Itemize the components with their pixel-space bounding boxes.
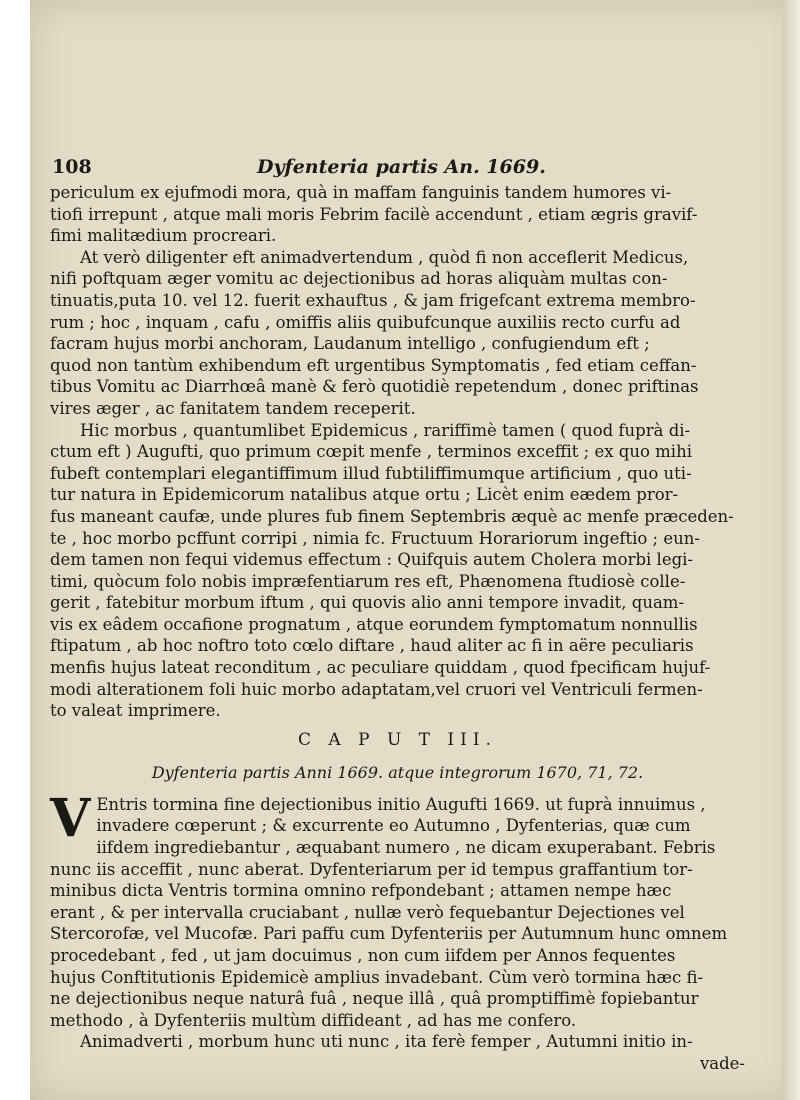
text-line: Stercorofæ, vel Mucofæ. Pari paffu cum Dyfenteriis per Autumnum hunc omnem <box>50 924 728 944</box>
book-page <box>30 0 800 1100</box>
text-line: ne dejectionibus neque naturâ fuâ , neque illâ , quâ promptiffimè fopiebantur <box>50 989 699 1009</box>
running-header <box>52 156 752 182</box>
text-line: quod non tantùm exhibendum eft urgentibus Symptomatis , fed etiam ceffan- <box>50 355 697 375</box>
page-number: 108 <box>52 156 92 178</box>
text-line: erant , & per intervalla cruciabant , nullæ verò fequebantur Dejectiones vel <box>50 902 685 922</box>
text-line: ctum eft ) Augufti, quo primum cœpit menfe , terminos exceffit ; ex quo mihi <box>50 442 692 462</box>
page-edge <box>782 0 800 1100</box>
text-line: periculum ex ejufmodi mora, quà in maffam fanguinis tandem humores vi- <box>50 183 672 202</box>
text-line: modi alterationem foli huic morbo adaptatam,vel cruori vel Ventriculi fermen- <box>50 679 703 699</box>
text-line: At verò diligenter eft animadvertendum , quòd fi non acceflerit Medicus, <box>80 247 689 267</box>
text-line: to valeat imprimere. <box>50 701 221 721</box>
text-line: facram hujus morbi anchoram, Laudanum intelligo , confugiendum eft ; <box>50 334 650 354</box>
text-line: ftipatum , ab hoc noftro toto cœlo diftare , haud aliter ac fi in aëre peculiaris <box>50 636 694 656</box>
text-line: tur natura in Epidemicorum natalibus atque ortu ; Licèt enim eædem pror- <box>50 485 679 505</box>
text-line: nunc iis acceffit , nunc aberat. Dyfenteriarum per id tempus graffantium tor- <box>50 859 693 879</box>
text-line: fus maneant caufæ, unde plures fub finem Septembris æquè ac menfe præceden- <box>50 506 734 526</box>
text-line: tibus Vomitu ac Diarrhœâ manè & ferò quotidiè repetendum , donec priftinas <box>50 377 699 397</box>
text-line: nifi poftquam æger vomitu ac dejectionibus ad horas aliquàm multas con- <box>50 269 668 289</box>
text-line: Entris tormina fine dejectionibus initio Augufti 1669. ut fuprà innuimus , <box>96 794 706 814</box>
text-line: fimi malitædium procreari. <box>50 226 277 246</box>
text-line: Hic morbus , quantumlibet Epidemicus , rariffimè tamen ( quod fuprà di- <box>80 420 691 440</box>
paragraph-4 <box>50 787 745 1075</box>
text-line: tinuatis,puta 10. vel 12. fuerit exhauftus , & jam frigefcant extrema membro- <box>50 290 696 310</box>
text-line: timi, quòcum folo nobis impræfentiarum res eft, Phænomena ftudiosè colle- <box>50 571 686 591</box>
text-line: te , hoc morbo pcffunt corripi , nimia fc. Fructuum Horariorum ingeftio ; eun- <box>50 528 700 548</box>
text-line: dem tamen non fequi videmus effectum : Quifquis autem Cholera morbi legi- <box>50 550 694 570</box>
text-line: procedebant , fed , ut jam docuimus , non cum iifdem per Annos fequentes <box>50 946 676 965</box>
text-line: rum ; hoc , inquam , cafu , omiffis aliis quibufcunque auxiliis recto curfu ad <box>50 312 681 332</box>
text-line: methodo , à Dyfenteriis multùm diffideant , ad has me confero. <box>50 1010 577 1030</box>
text-line: menfis hujus lateat reconditum , ac peculiare quiddam , quod fpecificam hujuf- <box>50 658 711 678</box>
text-line: vis ex eâdem occafione prognatum , atque eorundem fymptomatum nonnullis <box>50 614 698 634</box>
paragraph-3 <box>50 420 745 722</box>
paragraph-1 <box>50 182 745 247</box>
text-line: iifdem ingrediebantur , æquabant numero , ne dicam exuperabant. Febris <box>96 838 716 858</box>
text-line: tiofi irrepunt , atque mali moris Febrim facilè accendunt , etiam ægris gravif- <box>50 204 698 224</box>
text-line: minibus dicta Ventris tormina omnino refpondebant ; attamen nempe hæc <box>50 881 672 901</box>
text-line: fubeft contemplari elegantiffimum illud fubtiliffimumque artificium , quo uti- <box>50 463 692 483</box>
text-line: gerit , fatebitur morbum iftum , qui quovis alio anni tempore invadit, quam- <box>50 593 685 613</box>
page-body <box>50 182 745 1075</box>
text-line: Animadverti , morbum hunc uti nunc , ita ferè femper , Autumni initio in- <box>80 1032 693 1052</box>
running-title: Dyfenteria partis An. 1669. <box>257 156 546 178</box>
paragraph-2 <box>50 247 745 420</box>
chapter-title: C A P U T III. <box>298 729 497 750</box>
catchword: vade- <box>699 1053 745 1073</box>
chapter-subtitle: Dyfenteria partis Anni 1669. atque integrorum 1670, 71, 72. <box>151 762 644 782</box>
text-line: vires æger , ac fanitatem tandem receperit. <box>50 398 416 418</box>
text-line: hujus Conftitutionis Epidemicè amplius invadebant. Cùm verò tormina hæc fi- <box>50 967 704 987</box>
text-line: invadere cœperunt ; & excurrente eo Autumno , Dyfenterias, quæ cum <box>96 816 691 836</box>
drop-capital: V <box>50 787 91 849</box>
